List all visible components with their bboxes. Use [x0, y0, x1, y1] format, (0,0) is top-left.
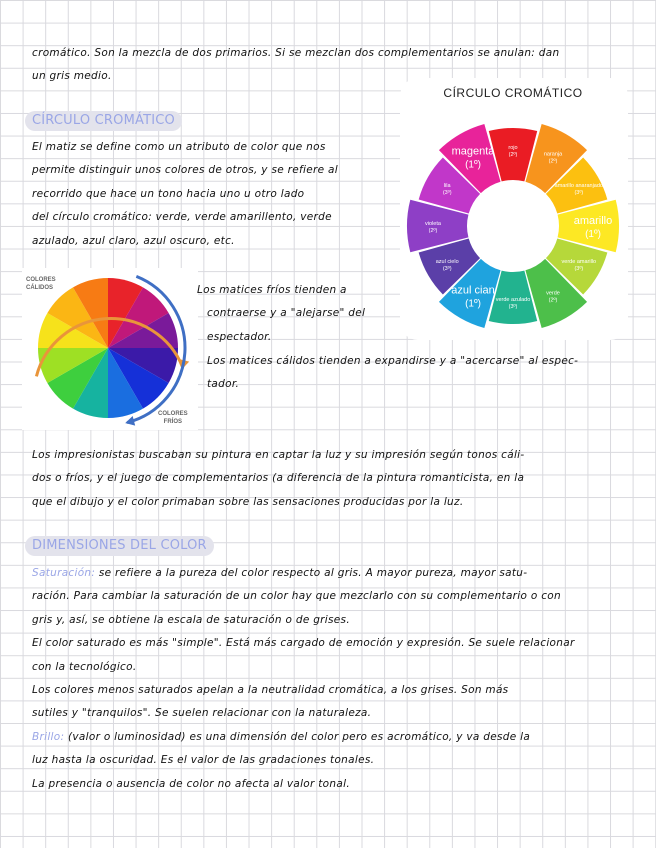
wheel-segment-name: azul cian	[451, 284, 495, 297]
wheel-segment-code: (3º)	[574, 266, 584, 272]
text-line: sutiles y "tranquilos". Se suelen relacionar con la naturaleza.	[32, 707, 372, 720]
text-line: Los impresionistas buscaban su pintura en captar la luz y su impresión según tonos cáli-	[32, 449, 525, 461]
wheel-segment-name: verde amarillo	[561, 259, 597, 265]
wheel-segment-code: (3º)	[442, 266, 452, 272]
temperature-wheel-chart	[22, 268, 198, 430]
text-line: recorrido que hace un tono hacia uno u otro lado	[32, 187, 305, 200]
wheel-segment-code: (2º)	[508, 152, 518, 158]
wheel-segment-code: (1º)	[465, 159, 481, 171]
wheel-segment-name: verde	[546, 290, 560, 297]
wheel-segment-code: (1º)	[465, 298, 481, 310]
wheel-segment-name: rojo	[508, 145, 518, 151]
section-heading-circulo-cromatico: CÍRCULO CROMÁTICO	[25, 111, 182, 131]
section-heading-dimensiones: DIMENSIONES DEL COLOR	[25, 536, 214, 556]
wheel-segment-code: (2º)	[428, 228, 438, 234]
text-line: Los matices cálidos tienden a expandirse y a "acercarse" al espec-	[207, 355, 579, 367]
text-line: del círculo cromático: verde, verde amarillento, verde	[32, 211, 332, 224]
wheel-segment-code: (2º)	[548, 158, 558, 165]
wheel-segment-name: naranja	[543, 151, 563, 158]
text-line: que el dibujo y el color primaban sobre las sensaciones producidas por la luz.	[32, 495, 464, 508]
text-line: permite distinguir unos colores de otros, y se refiere al	[32, 164, 338, 177]
wheel-segment-code: (3º)	[442, 190, 452, 196]
cold-arrow-head	[125, 416, 135, 426]
color-wheel-figure	[392, 78, 634, 340]
text-line: Brillo: (valor o luminosidad) es una dimensión del color pero es acromático, y va desde la	[32, 730, 531, 743]
text-line: cromático. Son la mezcla de dos primarios. Si se mezclan dos complementarios se anulan: dan	[32, 47, 560, 59]
wheel-segment-name: amarillo anaranjado	[554, 183, 603, 189]
text-line: Los colores menos saturados apelan a la neutralidad cromática, a los grises. Son más	[32, 684, 509, 697]
wheel-segment-code: (3º)	[574, 190, 584, 196]
text-line: El color saturado es más "simple". Está más cargado de emoción y expresión. Se suele relacionar	[32, 637, 575, 650]
wheel-segment-name: magenta	[451, 145, 495, 158]
wheel-segment-name: azul cielo	[435, 259, 459, 265]
wheel-segment-name: lila	[443, 183, 451, 189]
cold-colors-label: COLORES FRÍOS	[158, 411, 188, 425]
text-line: El matiz se define como un atributo de color que nos	[32, 141, 326, 153]
temperature-text-a	[197, 279, 365, 349]
text-line: luz hasta la oscuridad. Es el valor de las gradaciones tonales.	[32, 754, 375, 767]
temperature-text-b	[207, 350, 578, 397]
brightness-term: Brillo:	[32, 730, 65, 743]
temperature-wheel-figure	[22, 268, 198, 430]
wheel-segment-code: (2º)	[548, 297, 558, 304]
text-line: contraerse y a "alejarse" del	[207, 307, 366, 320]
text-line: un gris medio.	[32, 70, 112, 83]
saturation-term: Saturación:	[32, 567, 96, 579]
wheel-segment-name: violeta	[425, 221, 441, 227]
text-line: tador.	[207, 378, 240, 391]
text-line: gris y, así, se obtiene la escala de saturación o de grises.	[32, 613, 350, 626]
text-line: espectador.	[207, 330, 272, 343]
text-line: La presencia o ausencia de color no afecta al valor tonal.	[32, 777, 350, 790]
text-line: ración. Para cambiar la saturación de un color hay que mezclarlo con su complementario o con	[32, 590, 561, 603]
impressionists-paragraph	[32, 444, 524, 514]
dimensions-paragraph	[32, 562, 575, 796]
text-line: Los matices fríos tienden a	[197, 284, 347, 296]
color-wheel-chart	[392, 78, 634, 340]
wheel-segment-code: (1º)	[585, 229, 601, 240]
text-line: dos o fríos, y el juego de complementarios (a diferencia de la pintura romanticista, en la	[32, 472, 525, 485]
wheel-segment-code: (3º)	[508, 304, 518, 310]
text-line: con la tecnológico.	[32, 660, 137, 673]
wheel-segment-name: verde azulado	[495, 297, 531, 303]
warm-colors-label: COLORES CÁLIDOS	[26, 277, 56, 291]
text-line: azulado, azul claro, azul oscuro, etc.	[32, 234, 235, 247]
color-wheel-title: CÍRCULO CROMÁTICO	[443, 86, 583, 100]
wheel-segment-name: amarillo	[573, 215, 613, 227]
text-line: Saturación: se refiere a la pureza del color respecto al gris. A mayor pureza, mayor satu-	[32, 567, 528, 579]
matiz-paragraph	[32, 136, 392, 253]
